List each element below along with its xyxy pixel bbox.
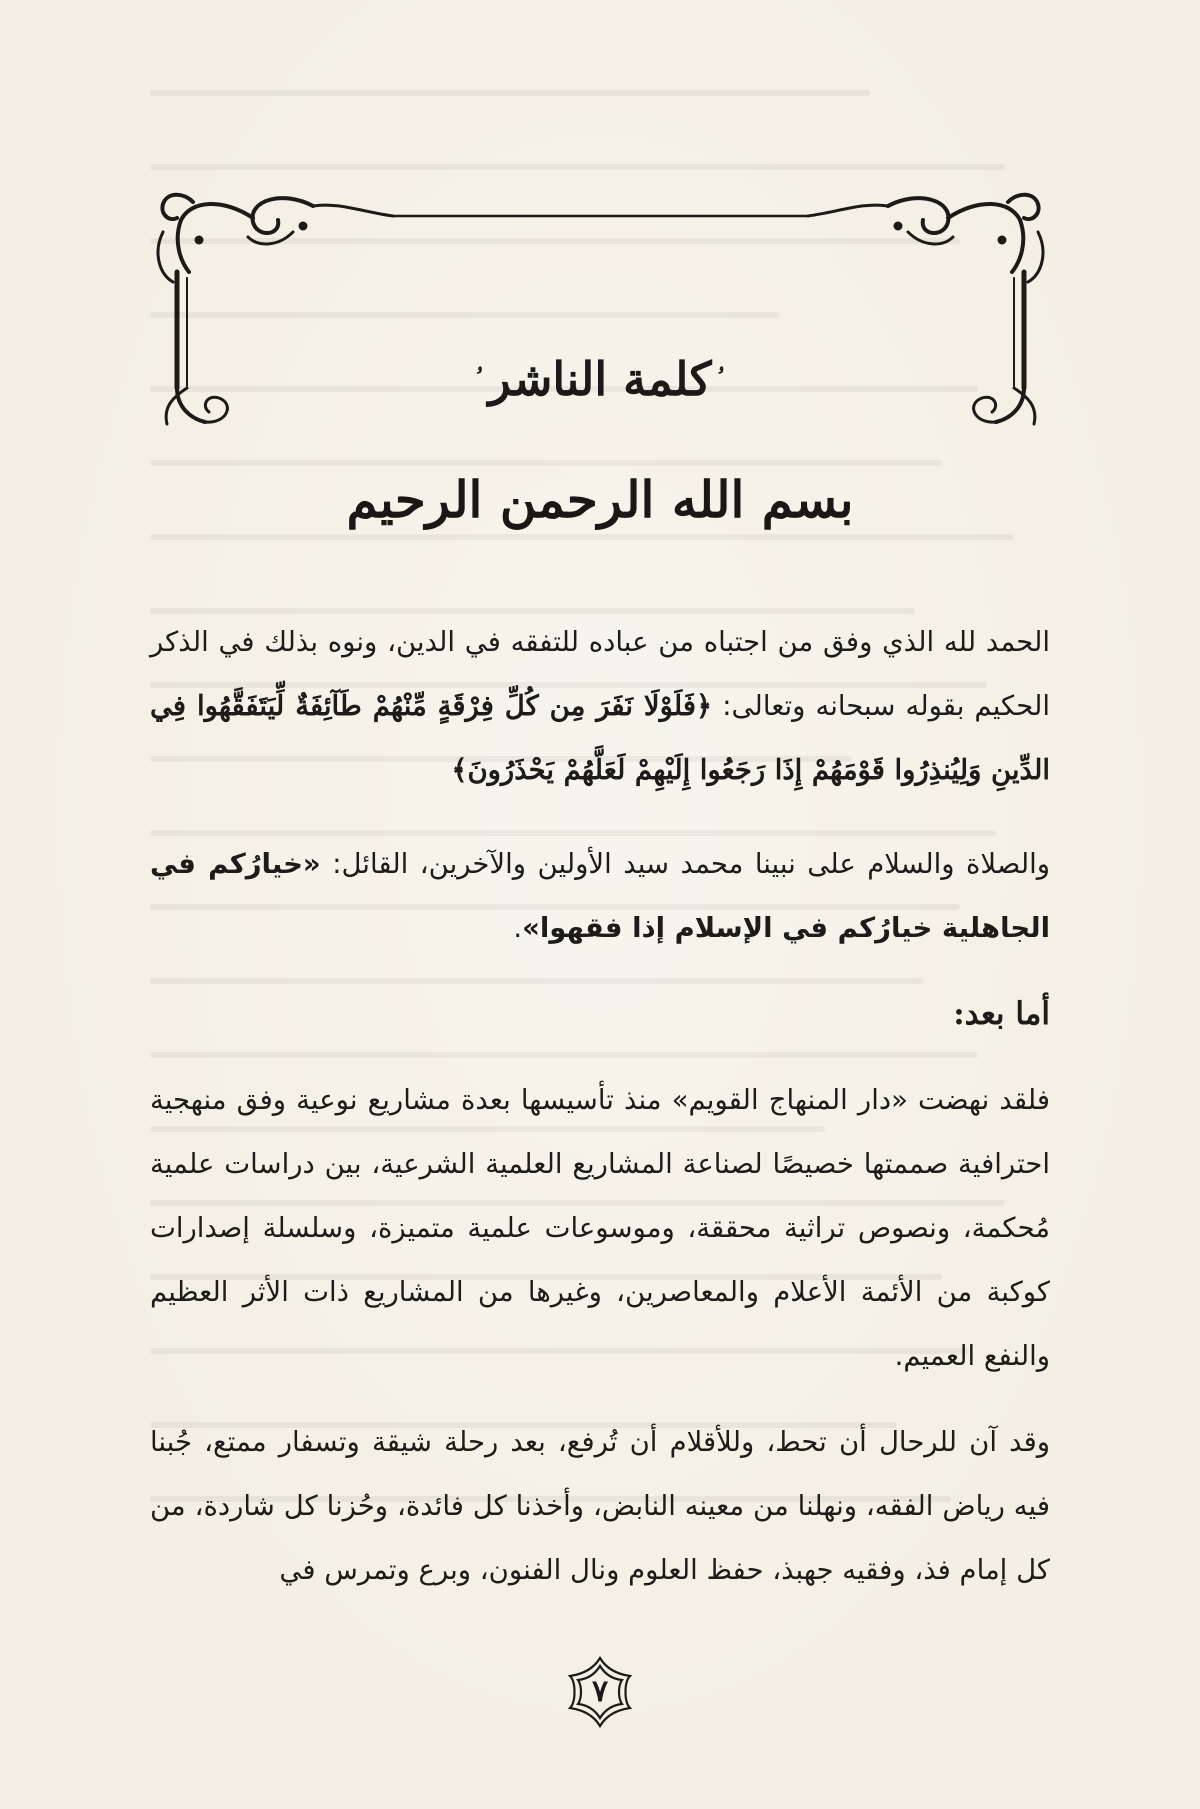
page-number: ٧: [591, 1674, 609, 1709]
paragraph-projects: فلقد نهضت «دار المنهاج القويم» منذ تأسيسها بعدة مشاريع نوعية وفق منهجية احترافية صممتها خصيصًا لصناعة المشاريع العلمية الشرعية، بين دراسات علمية مُحكمة، ونصوص تراثية محققة، وموسوعات علمية متميزة، وسلسلة إصدارات كوكبة من الأئمة الأعلام والمعاصرين، وغيرها من المشاريع ذات الأثر العظيم والنفع العميم.: [150, 1084, 1050, 1372]
basmala: بسم الله الرحمن الرحيم: [346, 470, 854, 529]
main-text: [150, 610, 1050, 1624]
section-title: [0, 352, 1200, 406]
amma-baad-heading: أما بعد:: [953, 996, 1050, 1032]
paragraph-opening: [150, 610, 1050, 802]
opening-text: الحمد لله الذي وفق من اجتباه من عباده للتفقه في الدين، ونوه بذلك في الذكر الحكيم بقوله سبحانه وتعالى:: [150, 626, 1050, 722]
hadith-quote: «خيارُكم في الجاهلية خيارُكم في الإسلام إذا فقهوا»: [150, 848, 1050, 944]
paragraph-journey: وقد آن للرحال أن تحط، وللأقلام أن تُرفع، بعد رحلة شيقة وتسفار ممتع، جُبنا فيه رياض الفقه، ونهلنا من معينه النابض، وأخذنا كل فائدة، وحُزنا كل شاردة، من كل إمام فذ، وفقيه جهبذ، حفظ العلوم ونال الفنون، وبرع وتمرس في: [150, 1426, 1050, 1586]
title-ornament-right: ۥ: [717, 355, 724, 386]
quran-verse: ﴿فَلَوْلَا نَفَرَ مِن كُلِّ فِرْقَةٍ مِّنْهُمْ طَآئِفَةٌ لِّيَتَفَقَّهُوا فِي الدِّينِ وَلِيُنذِرُوا قَوْمَهُمْ إِذَا رَجَعُوا إِلَيْهِمْ لَعَلَّهُمْ يَحْذَرُونَ﴾: [150, 690, 1050, 786]
title-text: كلمة الناشر: [488, 352, 712, 406]
salat-text: والصلاة والسلام على نبينا محمد سيد الأولين والآخرين، القائل:: [320, 848, 1050, 880]
page-number-badge: [560, 1652, 640, 1732]
paragraph-salat: [150, 832, 1050, 960]
salat-end: .: [513, 912, 523, 944]
title-ornament-left: ۥ: [475, 355, 483, 386]
